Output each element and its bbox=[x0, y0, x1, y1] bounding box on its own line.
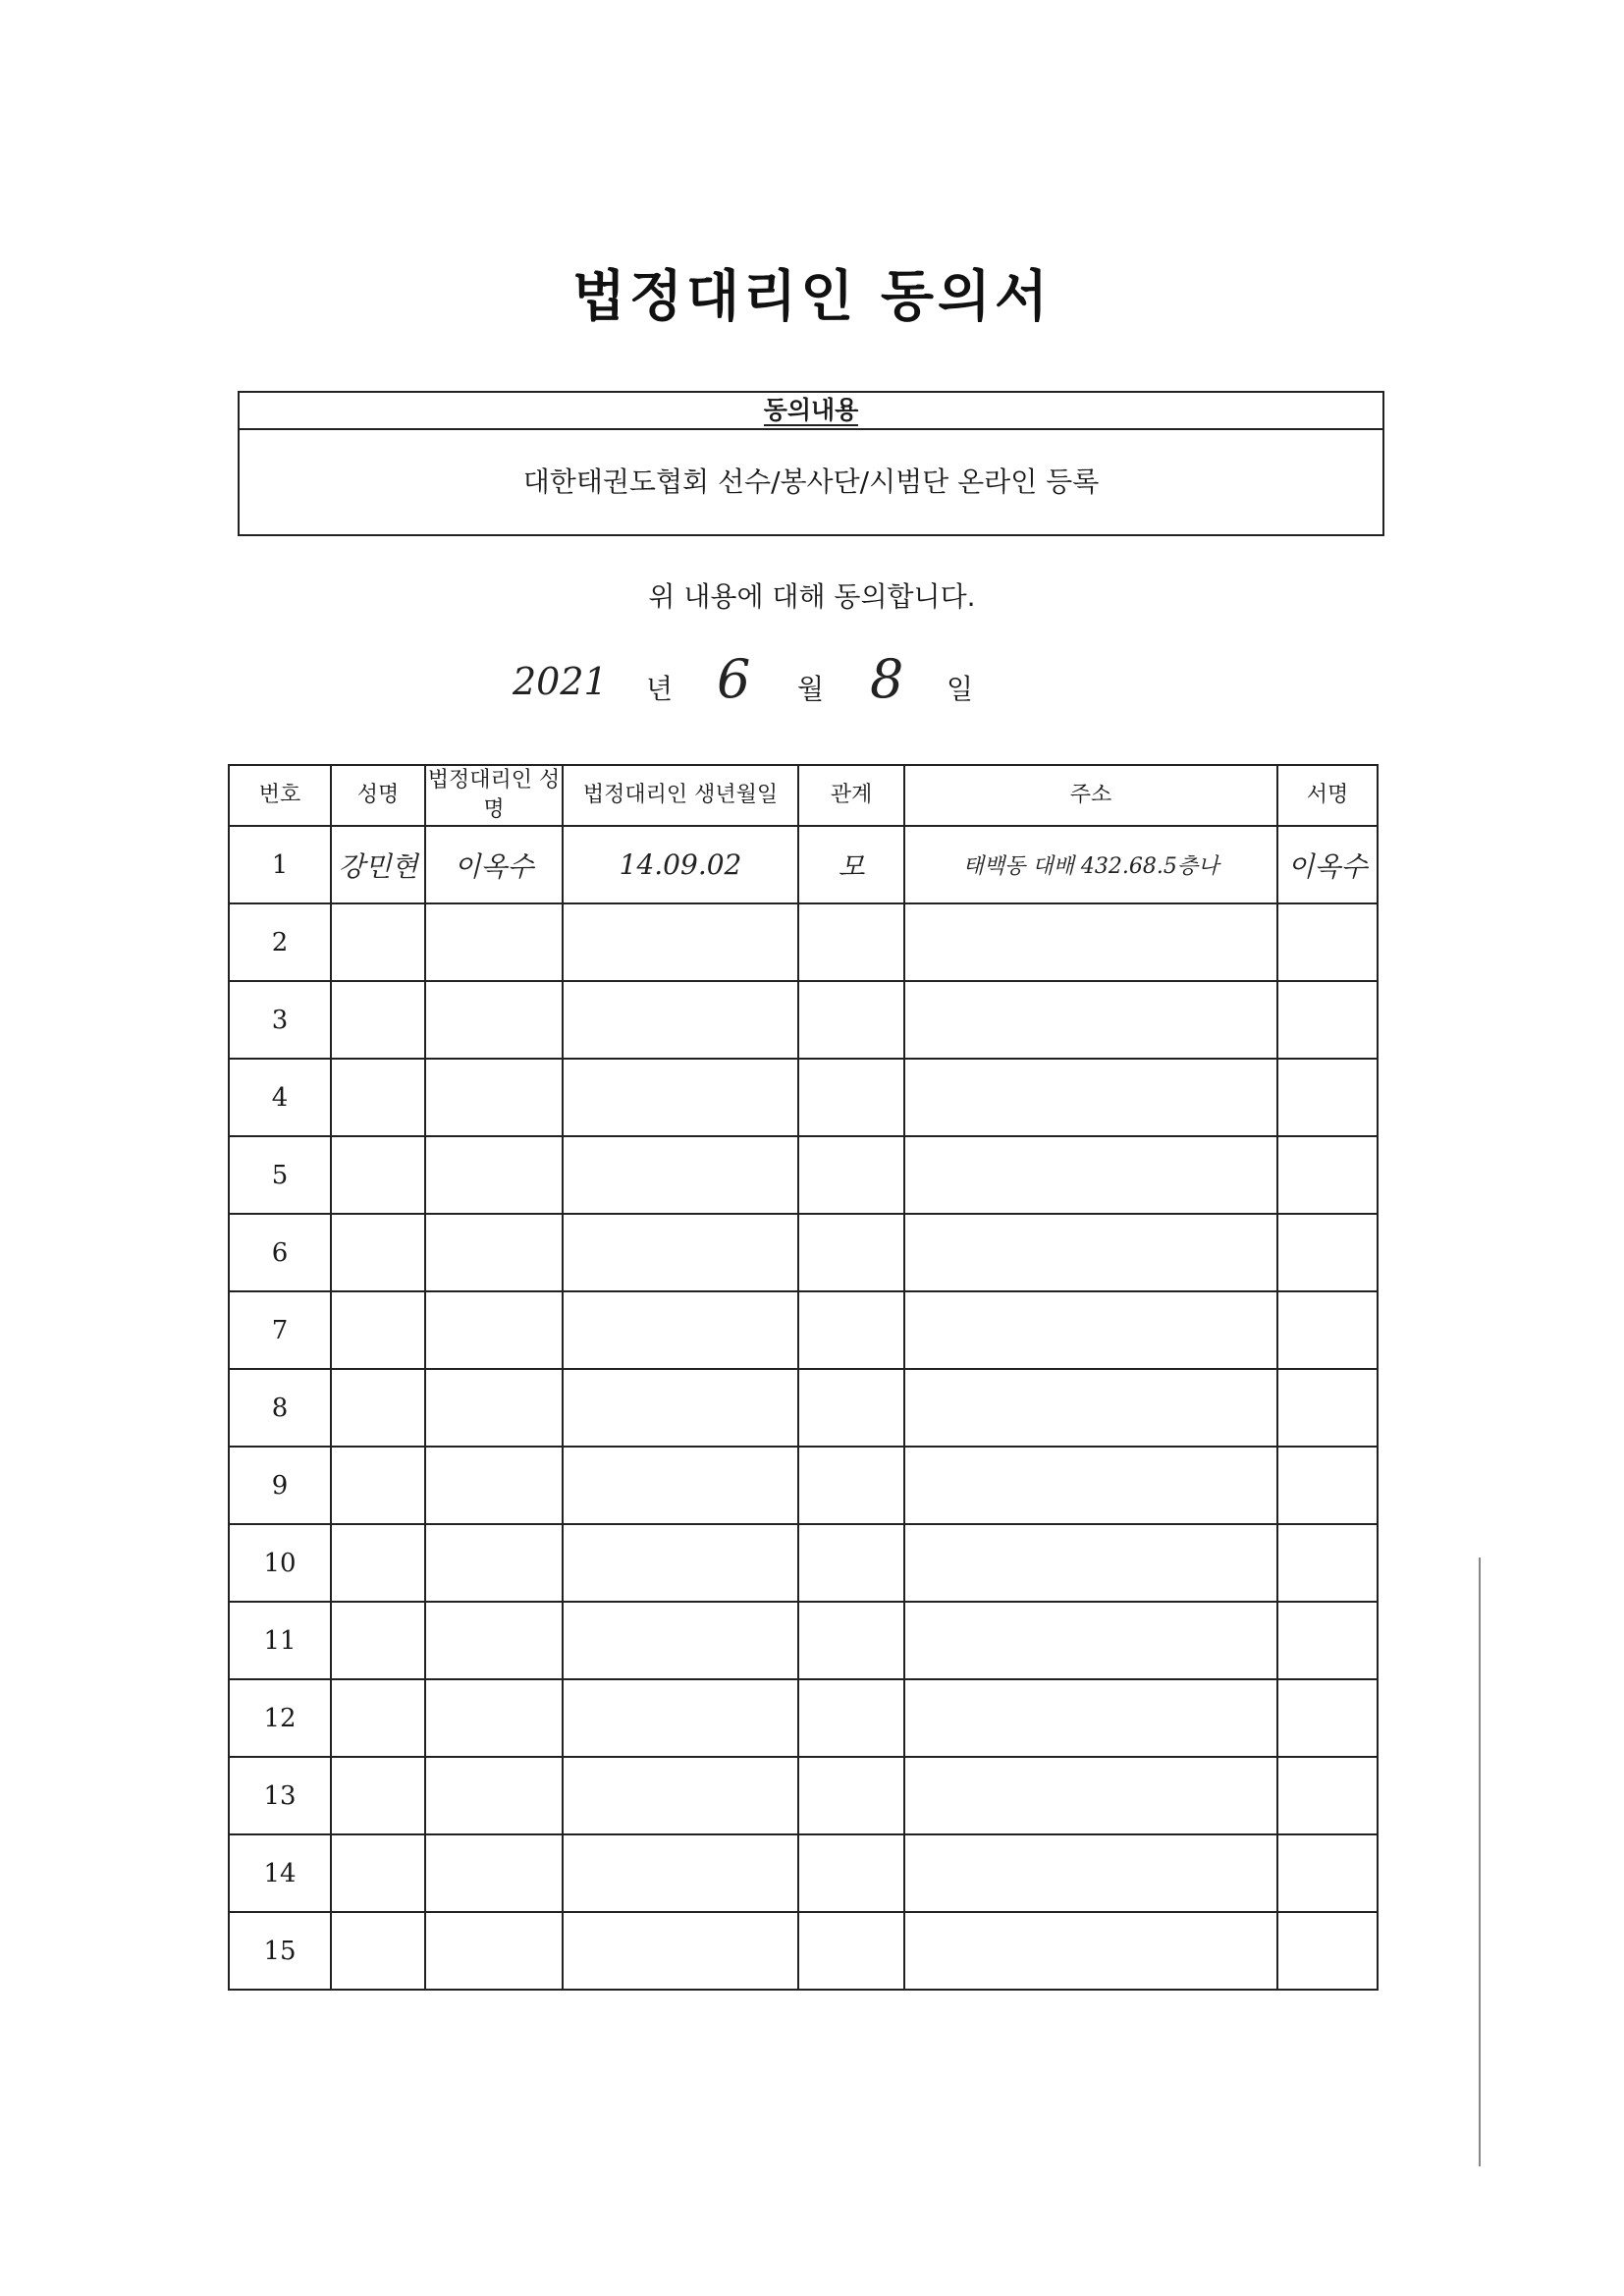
row-number: 3 bbox=[229, 981, 331, 1059]
row-guardian-birth bbox=[563, 1602, 798, 1679]
row-relation bbox=[798, 903, 904, 981]
scan-artifact-line bbox=[1479, 1558, 1481, 2166]
table-row bbox=[229, 1757, 1378, 1834]
row-address bbox=[904, 1912, 1277, 1990]
row-guardian-birth bbox=[563, 1291, 798, 1369]
consent-body: 대한태권도협회 선수/봉사단/시범단 온라인 등록 bbox=[522, 465, 1100, 498]
row-name bbox=[331, 1679, 425, 1757]
row-address bbox=[904, 903, 1277, 981]
table-row bbox=[229, 826, 1378, 903]
row-number: 5 bbox=[229, 1136, 331, 1214]
row-address bbox=[904, 1214, 1277, 1291]
row-guardian-birth bbox=[563, 1834, 798, 1912]
table-row bbox=[229, 1679, 1378, 1757]
row-number: 12 bbox=[229, 1679, 331, 1757]
registration-table bbox=[228, 764, 1379, 1991]
row-address bbox=[904, 1059, 1277, 1136]
table-row bbox=[229, 903, 1378, 981]
row-signature bbox=[1277, 1912, 1378, 1990]
table-row bbox=[229, 1214, 1378, 1291]
table-header-row bbox=[229, 765, 1378, 826]
row-signature bbox=[1277, 1369, 1378, 1447]
row-guardian-name: 이옥수 bbox=[425, 826, 563, 903]
row-signature bbox=[1277, 1524, 1378, 1602]
row-guardian-name bbox=[425, 1757, 563, 1834]
table-body bbox=[229, 826, 1378, 1990]
agreement-text: 위 내용에 대해 동의합니다. bbox=[648, 580, 976, 613]
row-guardian-name bbox=[425, 1912, 563, 1990]
row-guardian-name bbox=[425, 1602, 563, 1679]
date-line bbox=[491, 650, 1041, 709]
row-signature bbox=[1277, 1679, 1378, 1757]
row-relation bbox=[798, 1291, 904, 1369]
row-name bbox=[331, 1524, 425, 1602]
row-signature bbox=[1277, 1602, 1378, 1679]
document-title: 법정대리인 동의서 bbox=[571, 264, 1053, 329]
row-guardian-name bbox=[425, 1679, 563, 1757]
row-address bbox=[904, 1136, 1277, 1214]
row-guardian-name bbox=[425, 1214, 563, 1291]
header-signature: 서명 bbox=[1277, 765, 1378, 826]
row-number: 10 bbox=[229, 1524, 331, 1602]
consent-box bbox=[238, 391, 1384, 536]
row-address: 태백동 대배 432.68.5층나 bbox=[904, 826, 1277, 903]
row-guardian-birth bbox=[563, 1369, 798, 1447]
row-name: 강민현 bbox=[331, 826, 425, 903]
row-relation: 모 bbox=[798, 826, 904, 903]
row-number: 6 bbox=[229, 1214, 331, 1291]
row-number: 4 bbox=[229, 1059, 331, 1136]
consent-header bbox=[240, 393, 1382, 430]
row-relation bbox=[798, 1524, 904, 1602]
row-signature bbox=[1277, 1834, 1378, 1912]
row-guardian-birth bbox=[563, 1059, 798, 1136]
header-address: 주소 bbox=[904, 765, 1277, 826]
row-relation bbox=[798, 1912, 904, 1990]
table-row bbox=[229, 1136, 1378, 1214]
row-name bbox=[331, 981, 425, 1059]
table-row bbox=[229, 1447, 1378, 1524]
date-day: 8 bbox=[870, 648, 904, 710]
row-signature bbox=[1277, 1291, 1378, 1369]
header-relation: 관계 bbox=[798, 765, 904, 826]
table-row bbox=[229, 981, 1378, 1059]
row-address bbox=[904, 1602, 1277, 1679]
row-guardian-birth bbox=[563, 1214, 798, 1291]
row-name bbox=[331, 1059, 425, 1136]
row-guardian-birth bbox=[563, 1447, 798, 1524]
row-guardian-name bbox=[425, 1834, 563, 1912]
row-signature bbox=[1277, 1214, 1378, 1291]
row-guardian-name bbox=[425, 981, 563, 1059]
row-guardian-birth bbox=[563, 1912, 798, 1990]
row-relation bbox=[798, 1602, 904, 1679]
row-number: 8 bbox=[229, 1369, 331, 1447]
row-name bbox=[331, 1291, 425, 1369]
row-relation bbox=[798, 1369, 904, 1447]
row-address bbox=[904, 1834, 1277, 1912]
table-row bbox=[229, 1524, 1378, 1602]
row-guardian-birth bbox=[563, 1757, 798, 1834]
table-row bbox=[229, 1291, 1378, 1369]
consent-header-label: 동의내용 bbox=[763, 396, 859, 424]
row-relation bbox=[798, 981, 904, 1059]
row-relation bbox=[798, 1679, 904, 1757]
header-guardian-birth: 법정대리인 생년월일 bbox=[563, 765, 798, 826]
row-number: 1 bbox=[229, 826, 331, 903]
row-guardian-name bbox=[425, 1369, 563, 1447]
row-guardian-birth bbox=[563, 903, 798, 981]
row-guardian-name bbox=[425, 903, 563, 981]
row-name bbox=[331, 903, 425, 981]
row-number: 9 bbox=[229, 1447, 331, 1524]
row-guardian-name bbox=[425, 1059, 563, 1136]
row-signature bbox=[1277, 981, 1378, 1059]
header-guardian-name: 법정대리인 성명 bbox=[425, 765, 563, 826]
row-signature bbox=[1277, 1136, 1378, 1214]
row-name bbox=[331, 1136, 425, 1214]
row-signature bbox=[1277, 1447, 1378, 1524]
row-signature: 이옥수 bbox=[1277, 826, 1378, 903]
row-relation bbox=[798, 1757, 904, 1834]
row-relation bbox=[798, 1136, 904, 1214]
row-number: 11 bbox=[229, 1602, 331, 1679]
row-number: 2 bbox=[229, 903, 331, 981]
row-name bbox=[331, 1834, 425, 1912]
row-guardian-birth: 14.09.02 bbox=[563, 826, 798, 903]
row-number: 14 bbox=[229, 1834, 331, 1912]
row-address bbox=[904, 1369, 1277, 1447]
row-relation bbox=[798, 1059, 904, 1136]
table-row bbox=[229, 1059, 1378, 1136]
row-relation bbox=[798, 1447, 904, 1524]
row-signature bbox=[1277, 1059, 1378, 1136]
row-guardian-name bbox=[425, 1136, 563, 1214]
row-number: 15 bbox=[229, 1912, 331, 1990]
row-address bbox=[904, 1291, 1277, 1369]
table-row bbox=[229, 1369, 1378, 1447]
row-name bbox=[331, 1447, 425, 1524]
row-name bbox=[331, 1602, 425, 1679]
row-relation bbox=[798, 1214, 904, 1291]
row-signature bbox=[1277, 903, 1378, 981]
date-day-unit: 일 bbox=[947, 673, 974, 705]
row-relation bbox=[798, 1834, 904, 1912]
header-no: 번호 bbox=[229, 765, 331, 826]
row-address bbox=[904, 981, 1277, 1059]
row-guardian-birth bbox=[563, 981, 798, 1059]
row-name bbox=[331, 1912, 425, 1990]
row-signature bbox=[1277, 1757, 1378, 1834]
row-number: 7 bbox=[229, 1291, 331, 1369]
row-name bbox=[331, 1214, 425, 1291]
date-year-unit: 년 bbox=[646, 673, 674, 705]
row-address bbox=[904, 1757, 1277, 1834]
row-guardian-birth bbox=[563, 1679, 798, 1757]
row-name bbox=[331, 1757, 425, 1834]
date-month-unit: 월 bbox=[797, 673, 825, 705]
row-guardian-name bbox=[425, 1524, 563, 1602]
row-guardian-name bbox=[425, 1291, 563, 1369]
date-year: 2021 bbox=[513, 660, 608, 703]
row-guardian-birth bbox=[563, 1524, 798, 1602]
table-row bbox=[229, 1834, 1378, 1912]
header-name: 성명 bbox=[331, 765, 425, 826]
row-guardian-birth bbox=[563, 1136, 798, 1214]
row-address bbox=[904, 1447, 1277, 1524]
date-month: 6 bbox=[717, 648, 751, 710]
row-name bbox=[331, 1369, 425, 1447]
row-guardian-name bbox=[425, 1447, 563, 1524]
table-row bbox=[229, 1602, 1378, 1679]
row-number: 13 bbox=[229, 1757, 331, 1834]
row-address bbox=[904, 1524, 1277, 1602]
row-address bbox=[904, 1679, 1277, 1757]
table-row bbox=[229, 1912, 1378, 1990]
